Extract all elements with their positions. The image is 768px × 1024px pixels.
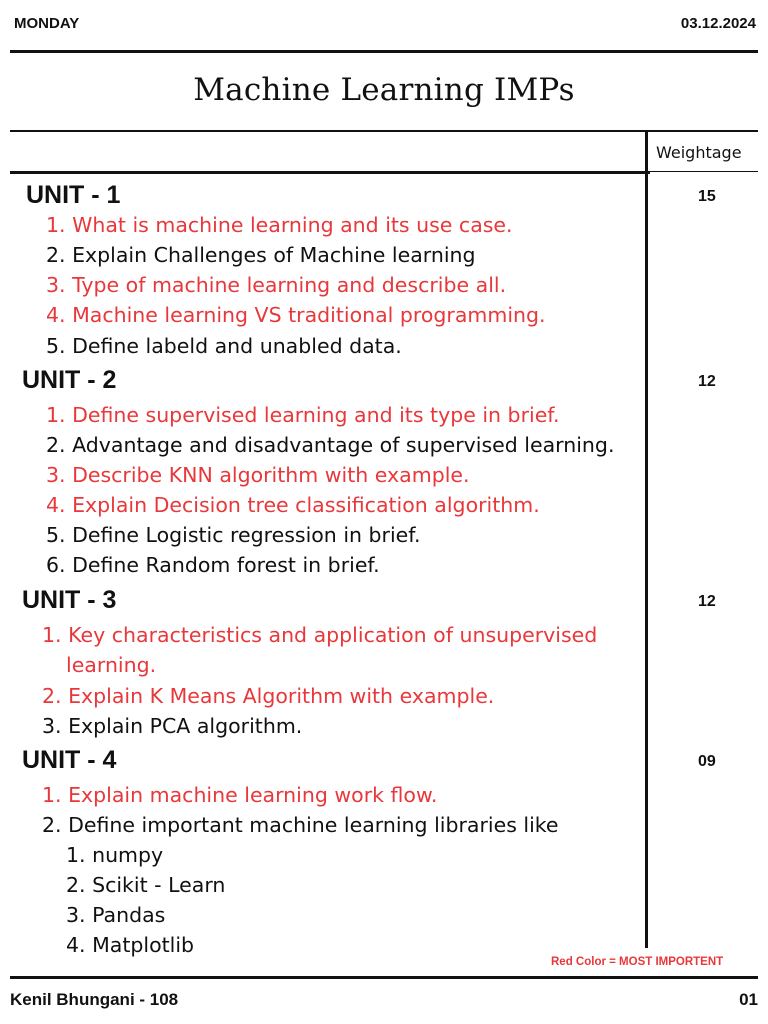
unit-2-question-2: 2. Advantage and disadvantage of supervised learning. xyxy=(46,433,615,457)
unit-3-question-1: 1. Key characteristics and application of unsupervised xyxy=(42,623,598,647)
unit-1-weight: 15 xyxy=(698,188,716,205)
unit-3-heading: UNIT - 3 xyxy=(22,586,117,614)
unit-2-question-6: 6. Define Random forest in brief. xyxy=(46,553,380,577)
unit-3-question-2: 2. Explain K Means Algorithm with example. xyxy=(42,684,495,708)
unit-4-library-1: 1. numpy xyxy=(66,843,164,867)
unit-3-question-1-continued: learning. xyxy=(66,653,157,677)
unit-4-question-2: 2. Define important machine learning libraries like xyxy=(42,813,559,837)
unit-1-question-4: 4. Machine learning VS traditional programming. xyxy=(46,303,546,327)
unit-1-heading: UNIT - 1 xyxy=(26,181,121,209)
unit-2-question-4: 4. Explain Decision tree classification algorithm. xyxy=(46,493,540,517)
table-head-rule xyxy=(10,171,650,174)
unit-2-heading: UNIT - 2 xyxy=(22,366,117,394)
unit-4-heading: UNIT - 4 xyxy=(22,746,117,774)
unit-2-question-1: 1. Define supervised learning and its type in brief. xyxy=(46,403,560,427)
weightage-column-divider xyxy=(645,132,648,948)
unit-2-weight: 12 xyxy=(698,373,716,390)
header-rule xyxy=(10,50,758,53)
unit-4-weight: 09 xyxy=(698,753,716,770)
day-label: MONDAY xyxy=(14,15,80,32)
importance-legend-note: Red Color = MOST IMPORTENT xyxy=(551,956,724,968)
unit-3-weight: 12 xyxy=(698,593,716,610)
unit-1-question-2: 2. Explain Challenges of Machine learning xyxy=(46,243,476,267)
unit-4-library-2: 2. Scikit - Learn xyxy=(66,873,226,897)
unit-2-question-5: 5. Define Logistic regression in brief. xyxy=(46,523,421,547)
table-head-rule-right xyxy=(648,171,758,172)
unit-3-question-3: 3. Explain PCA algorithm. xyxy=(42,714,303,738)
unit-2-question-3: 3. Describe KNN algorithm with example. xyxy=(46,463,470,487)
weightage-header: Weightage xyxy=(656,143,742,162)
unit-1-question-1: 1. What is machine learning and its use case. xyxy=(46,213,513,237)
unit-1-question-5: 5. Define labeld and unabled data. xyxy=(46,334,402,358)
author-label: Kenil Bhungani - 108 xyxy=(10,990,179,1009)
unit-1-question-3: 3. Type of machine learning and describe all. xyxy=(46,273,507,297)
unit-4-question-1: 1. Explain machine learning work flow. xyxy=(42,783,438,807)
date-label: 03.12.2024 xyxy=(680,15,756,32)
page-title: Machine Learning IMPs xyxy=(193,72,575,108)
footer-rule xyxy=(10,976,758,979)
unit-4-library-4: 4. Matplotlib xyxy=(66,933,195,957)
unit-4-library-3: 3. Pandas xyxy=(66,903,166,927)
page-number: 01 xyxy=(739,990,758,1009)
